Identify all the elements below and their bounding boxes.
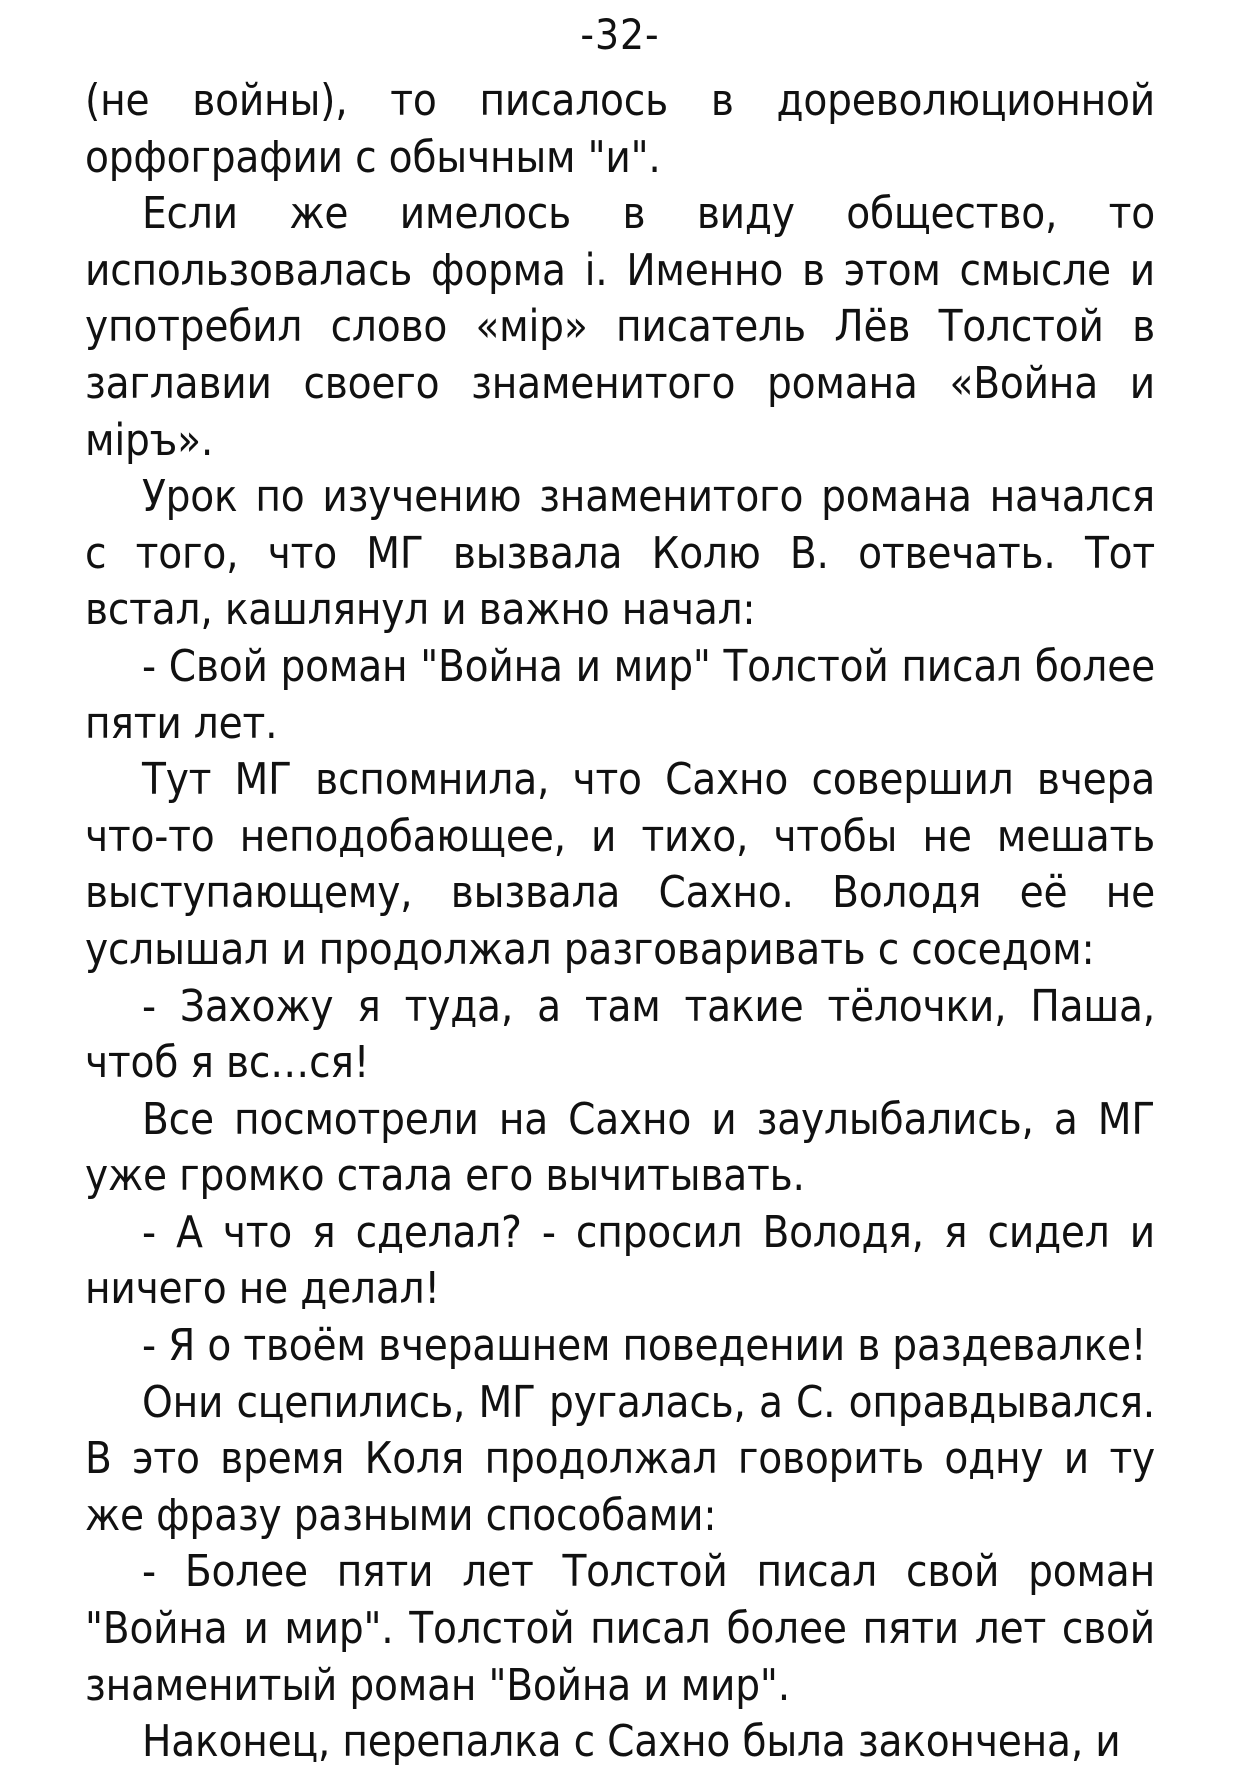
paragraph-10: Они сцепились, МГ ругалась, а С. оправдывался. В это время Коля продолжал говорить одну и ту же фразу разными способами: [85,1377,1155,1541]
text-body [85,73,1155,1771]
paragraph-6: - Захожу я туда, а там такие тёлочки, Паша, чтоб я вс…ся! [85,981,1155,1089]
paragraph-11: - Более пяти лет Толстой писал свой роман "Война и мир". Толстой писал более пяти лет свой знаменитый роман "Война и мир". [85,1547,1155,1711]
paragraph-3: Урок по изучению знаменитого романа начался с того, что МГ вызвала Колю В. отвечать. Тот встал, кашлянул и важно начал: [85,472,1155,636]
paragraph-5: Тут МГ вспомнила, что Сахно совершил вчера что-то неподобающее, и тихо, чтобы не мешать выступающему, вызвала Сахно. Володя её не услышал и продолжал разговаривать с соседом: [85,755,1155,975]
paragraph-1: (не войны), то писалось в дореволюционной орфографии с обычным "и". [85,76,1155,183]
paragraph-12: Наконец, перепалка с Сахно была закончена, и [142,1717,1121,1768]
paragraph-4: - Свой роман "Война и мир" Толстой писал более пяти лет. [85,641,1155,749]
paragraph-2: Если же имелось в виду общество, то использовалась форма і. Именно в этом смысле и употребил слово «мір» писатель Лёв Толстой в заглавии своего знаменитого романа «Война и міръ». [85,189,1155,466]
page-number: -32- [580,10,660,59]
paragraph-8: - А что я сделал? - спросил Володя, я сидел и ничего не делал! [85,1207,1155,1315]
paragraph-9: - Я о твоём вчерашнем поведении в раздевалке! [142,1321,1147,1372]
paragraph-7: Все посмотрели на Сахно и заулыбались, а МГ уже громко стала его вычитывать. [85,1094,1155,1202]
